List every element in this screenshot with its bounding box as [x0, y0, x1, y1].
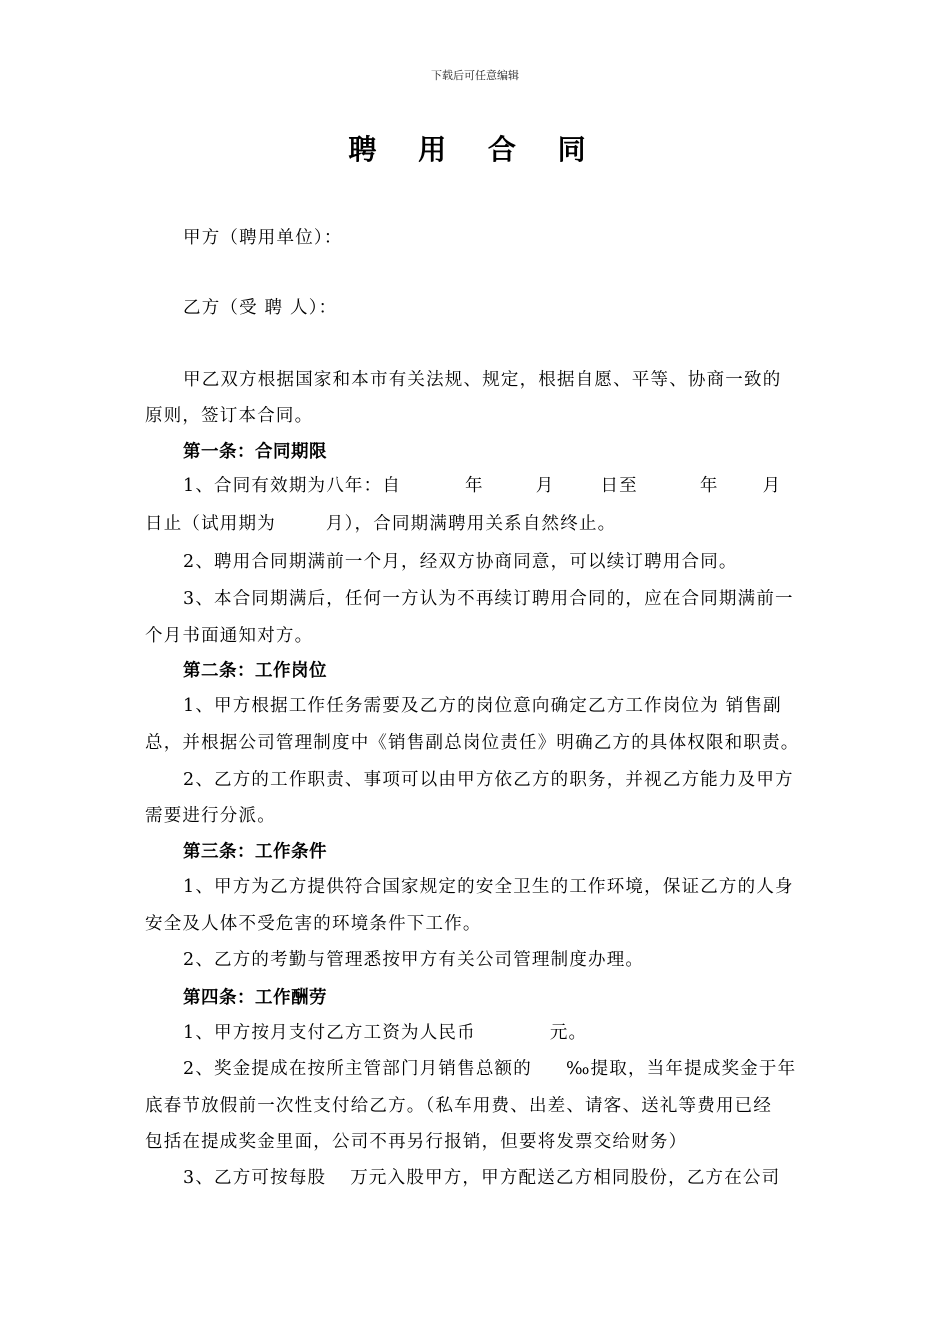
article1-item1-line1 [183, 472, 781, 497]
article1-item1-line2 [145, 510, 616, 535]
day-to-label: 日至 [600, 476, 638, 496]
salary-unit: 元。 [549, 1023, 588, 1043]
article4-heading: 第四条：工作酬劳 [183, 988, 327, 1008]
share-text-cont: 万元入股甲方，甲方配送乙方相同股份，乙方在公司 [350, 1168, 781, 1188]
month-label: 月 [535, 476, 555, 496]
year-label: 年 [465, 476, 484, 496]
article1-item1-text: 1、合同有效期为八年：自 [183, 476, 402, 496]
article2-item2-line2: 需要进行分派。 [145, 806, 276, 826]
bonus-text: 2、奖金提成在按所主管部门月销售总额的 [183, 1059, 532, 1079]
share-text: 3、乙方可按每股 [183, 1168, 327, 1188]
article4-item3-line1 [183, 1164, 780, 1189]
probation-text: 日止（试用期为 [145, 514, 276, 534]
party-a-line: 甲方（聘用单位）： [183, 228, 343, 248]
header-note: 下载后可任意编辑 [431, 69, 519, 82]
salary-text: 1、甲方按月支付乙方工资为人民币 [183, 1023, 476, 1043]
article1-heading: 第一条：合同期限 [183, 442, 327, 462]
article4-item2-line1 [183, 1055, 796, 1080]
article3-item1-line1: 1、甲方为乙方提供符合国家规定的安全卫生的工作环境，保证乙方的人身 [183, 877, 794, 897]
year-label-2: 年 [699, 476, 719, 496]
article1-item3-line1: 3、本合同期满后，任何一方认为不再续订聘用合同的，应在合同期满前一 [183, 589, 794, 609]
article3-item2: 2、乙方的考勤与管理悉按甲方有关公司管理制度办理。 [183, 950, 645, 970]
article3-heading: 第三条：工作条件 [183, 842, 327, 862]
article2-item1-line1: 1、甲方根据工作任务需要及乙方的岗位意向确定乙方工作岗位为 销售副 [183, 696, 782, 716]
article2-item2-line1: 2、乙方的工作职责、事项可以由甲方依乙方的职务，并视乙方能力及甲方 [183, 770, 794, 790]
article4-item2-line3: 包括在提成奖金里面，公司不再另行报销，但要将发票交给财务） [145, 1132, 688, 1152]
preamble-line-2: 原则，签订本合同。 [145, 406, 314, 426]
article3-item1-line2: 安全及人体不受危害的环境条件下工作。 [145, 914, 482, 934]
article2-item1-line2: 总，并根据公司管理制度中《销售副总岗位责任》明确乙方的具体权限和职责。 [145, 733, 800, 753]
probation-end-text: 月），合同期满聘用关系自然终止。 [325, 514, 617, 534]
preamble-line-1: 甲乙双方根据国家和本市有关法规、规定，根据自愿、平等、协商一致的 [183, 370, 782, 390]
bonus-rate-text: ‰提取，当年提成奖金于年 [565, 1059, 797, 1079]
month-label-2: 月 [762, 476, 782, 496]
article2-heading: 第二条：工作岗位 [183, 661, 327, 681]
party-b-line: 乙方（受 聘 人）： [183, 298, 338, 318]
page-title: 聘 用 合 同 [348, 133, 602, 166]
article4-item1 [183, 1019, 587, 1044]
article1-item2: 2、聘用合同期满前一个月，经双方协商同意，可以续订聘用合同。 [183, 552, 738, 572]
article1-item3-line2: 个月书面通知对方。 [145, 626, 314, 646]
article4-item2-line2: 底春节放假前一次性支付给乙方。（私车用费、出差、请客、送礼等费用已经 [145, 1096, 773, 1116]
